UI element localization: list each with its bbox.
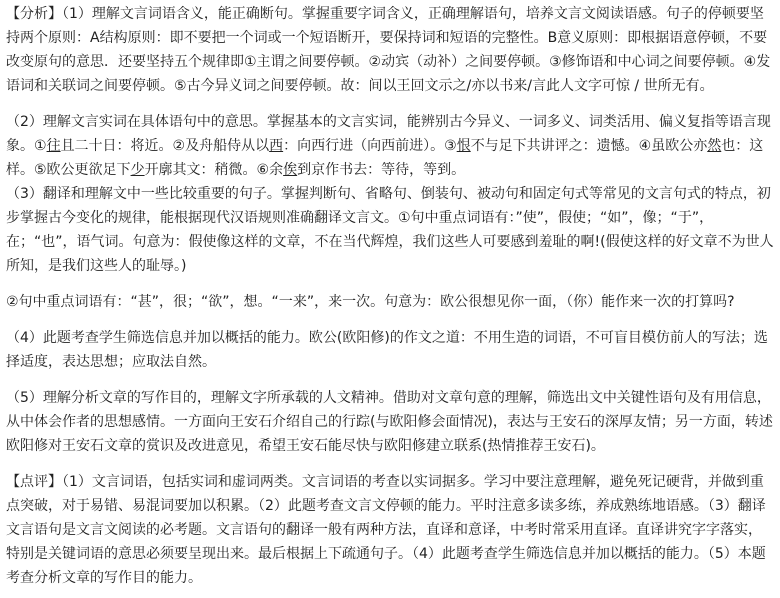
paragraph-gap <box>6 278 774 290</box>
analysis-part-3: （3）翻译和理解文中一些比较重要的句子。掌握判断句、省略句、倒装句、被动句和固定句式等常见的文言句式的特点，初步掌握古今变化的规律，能根据现代汉语规则准确翻译文言文。①句中重点词语有：”使”，假使；“如”，像；“于”，在；“也”，语气词。句意为：假使像这样的文章，不在当代辉煌，我们这些人可要感到羞耻的啊!(假使这样的好文章不为世人所知，是我们这些人的耻辱。) <box>6 186 774 274</box>
analysis-part-2-text: 也：这样。⑤欧公更欲足下 <box>6 138 764 178</box>
paragraph-gap <box>6 314 774 326</box>
analysis-part-1: 【分析】（1）理解文言词语含义，能正确断句。掌握重要字词含义，正确理解语句，培养文言文阅读语感。句子的停顿要坚持两个原则：A结构原则：即不要把一个词或一个短语断开，要保持词和短语的完整性。B意义原则：即根据语意停顿，不要改变原句的意思．还要坚持五个规律即①主谓之间要停顿。②动宾（动补）之间要停顿。③修饰语和中心词之间要停顿。④发语词和关联词之间要停顿。⑤古今异义词之间要停顿。故：间以王回文示之/亦以书来/言此人文字可惊 / 世所无有。 <box>6 6 771 94</box>
paragraph-gap <box>6 458 774 470</box>
analysis-part-3-item-2: ②句中重点词语有：“甚”，很；“欲”，想。“一来”，来一次。句意为：欧公很想见你一面，（你）能作来一次的打算吗? <box>6 294 735 310</box>
comment-section: 【点评】（1）文言词语，包括实词和虚词两类。文言词语的考查以实词据多。学习中要注意理解，避免死记硬背，并做到重点突破，对于易错、易混词要加以积累。（2）此题考查文言文停顿的能力。平时注意多读多练，养成熟练地语感。（3）翻译文言语句是文言文阅读的必考题。文言语句的翻译一般有两种方法，直译和意译，中考时常采用直译。直译讲究字字落实，特别是关键词语的意思必须要呈现出来。最后根据上下疏通句子。（4）此题考查学生筛选信息并加以概括的能力。（5）本题考查分析文章的写作目的能力。 <box>6 474 766 586</box>
keyword-underlined: 恨 <box>456 138 471 154</box>
analysis-part-2 <box>6 110 774 182</box>
paragraph-gap <box>6 374 774 386</box>
keyword-underlined: 西 <box>269 138 284 154</box>
analysis-part-4: （4）此题考查学生筛选信息并加以概括的能力。欧公(欧阳修)的作文之道：不用生造的词语，不可盲目模仿前人的写法；选择适度，表达思想；应取法自然。 <box>6 330 768 370</box>
keyword-underlined: 少 <box>130 162 145 178</box>
analysis-part-5: （5）理解分析文章的写作目的，理解文字所承载的人文精神。借助对文章句意的理解，筛选出文中关键性语句及有用信息，从中体会作者的思想感情。一方面向王安石介绍自己的行踪(与欧阳修会面情况)，表达与王安石的深厚友情；另一方面，转述欧阳修对王安石文章的赏识及改进意见，希望王安石能尽快与欧阳修建立联系(热情推荐王安石)。 <box>6 390 773 454</box>
analysis-part-2-text: （2）理解文言实词在具体语句中的意思。掌握基本的文言实词，能辨别古今异义、一词多义、词类活用、偏义复指等语言现象。① <box>6 114 771 154</box>
keyword-underlined: 然 <box>707 138 722 154</box>
analysis-part-2-text: 到京作书去：等待，等到。 <box>297 162 466 178</box>
analysis-part-2-text: 不与足下共讲评之：遗憾。④虽欧公亦 <box>470 138 708 154</box>
analysis-part-2-text: 且二十日：将近。②及舟船侍从以 <box>60 138 270 154</box>
keyword-underlined: 俟 <box>283 162 298 178</box>
analysis-part-2-text: 开廓其文：稍微。⑥余 <box>144 162 284 178</box>
paragraph-gap <box>6 98 774 110</box>
keyword-underlined: 往 <box>46 138 61 154</box>
analysis-part-2-text: ：向西行进（向西前进）。③ <box>283 138 457 154</box>
